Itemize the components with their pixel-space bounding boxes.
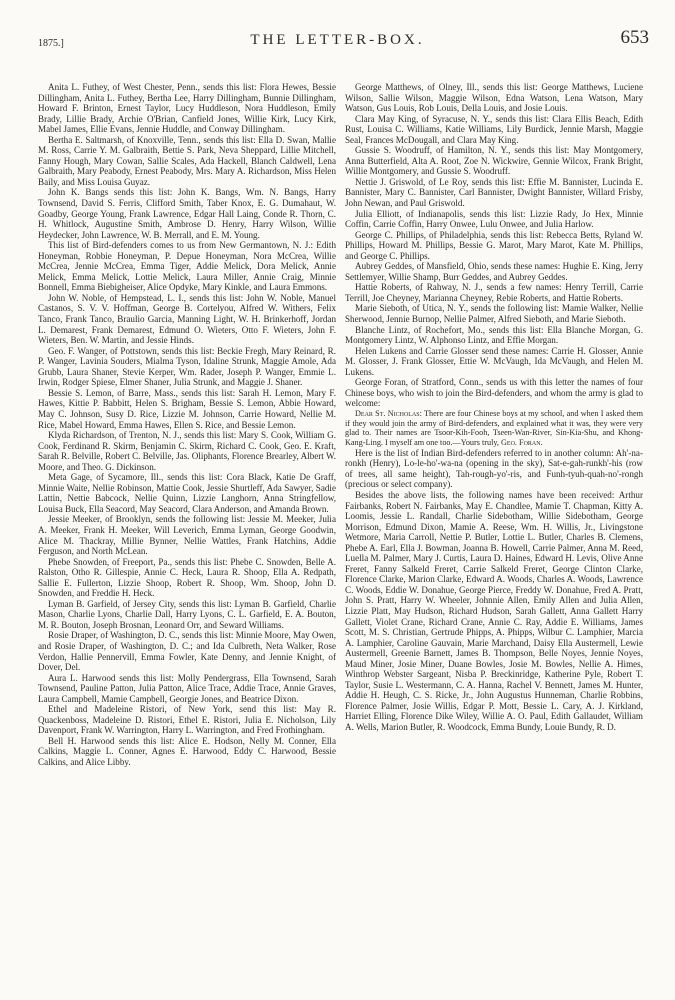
page-number: 653 [620, 27, 649, 48]
list-paragraph: Clara May King, of Syracuse, N. Y., sends this list: Clara Ellis Beach, Edith Rust, Louisa C. Williams, Katie Williams, Lily Burdick, Jennie Marsh, Maggie Seal, Frances McDougall, and Clara May King. [345, 113, 643, 145]
list-paragraph: Blanche Lintz, of Rochefort, Mo., sends this list: Ella Blanche Morgan, G. Montgomery Lintz, W. Alphonso Lintz, and Effie Morgan. [345, 324, 643, 346]
letter-body: There are four Chinese boys at my school, and when I asked them if they would join the army of Bird-defenders, and explained what it was, they were very glad to. Their names are Tsoor-Kih-Fooh, Tseen-Wan-River, Sin-Kia-Shu, and Khong-Kang-Ling. I myself am one too.—Yours truly, [345, 408, 643, 448]
left-column [38, 82, 336, 992]
list-paragraph: Gussie S. Woodruff, of Hamilton, N. Y., sends this list: May Montgomery, Anna Butterfield, Alta A. Root, Zoe N. Wickwire, Gennie Wilcox, Frank Bright, Willie Montgomery, and Gussie S. Woodruff. [345, 145, 643, 177]
list-paragraph: This list of Bird-defenders comes to us from New Germantown, N. J.: Edith Honeyman, Robbie Honeyman, P. Depue Honeyman, Nora McCrea, Willie McCrea, Jennie McCrea, Emma Tiger, Addie Melick, Dora Melick, Annie Melick, Emma Melick, Lottie Melick, Laura Miller, Annie Craig, Minnie Bonnell, Emma Biebigheiser, Alice Opdyke, Mary Kinkle, and Laura Emmons. [38, 240, 336, 293]
list-paragraph: Helen Lukens and Carrie Glosser send these names: Carrie H. Glosser, Annie M. Glosser, J. Frank Glosser, Ettie W. McVaugh, Ida McVaugh, and Helen M. Lukens. [345, 345, 643, 377]
list-paragraph: George Foran, of Stratford, Conn., sends us with this letter the names of four Chinese boys, who wish to join the Bird-defenders, and whom the army is glad to welcome: [345, 377, 643, 409]
quoted-letter [345, 409, 643, 448]
list-paragraph: George C. Phillips, of Philadelphia, sends this list: Rebecca Betts, Ryland W. Phillips, Howard M. Phillips, Bessie G. Marot, Mary Marot, Kate M. Phillips, and George C. Phillips. [345, 229, 643, 261]
list-paragraph: Here is the list of Indian Bird-defenders referred to in another column: Ah'-na-ronkh (Henry), Lo-le-ho'-wa-na (opening in the sky), Sat-e-gah-runkh'-his (row of trees, all same height), Tah-rough-yo'-ris, and Funh-tyuh-quah-no'-rongh (precious or select company). [345, 447, 643, 490]
list-paragraph: Rosie Draper, of Washington, D. C., sends this list: Minnie Moore, May Owen, and Rosie Draper, of Washington, D. C.; and Ida Culbreth, Neta Walker, Rose Verdon, Hallie Pennervill, Emma Fowler, Kate Denny, and Jennie Knight, of Dover, Del. [38, 630, 336, 673]
list-paragraph: Phebe Snowden, of Freeport, Pa., sends this list: Phebe C. Snowden, Belle A. Ralston, Otho R. Gillespie, Annie C. Heck, Laura R. Shoop, Ella A. Redpath, Sallie E. Fullerton, Lizzie Shoop, Robert R. Shoop, Wm. Shoop, John D. Snowden, and Freddie H. Heck. [38, 556, 336, 599]
list-paragraph: Jessie Meeker, of Brooklyn, sends the following list: Jessie M. Meeker, Julia A. Meeker, Frank H. Meeker, Will Leverich, Emma Lyman, George Goodwin, Alice M. Thackray, Millie Bynner, Nellie Wattles, Frank Hatchins, Addie Ferguson, and North McLean. [38, 514, 336, 557]
page-header [0, 0, 675, 60]
list-paragraph: John W. Noble, of Hempstead, L. I., sends this list: John W. Noble, Manuel Castanos, S. V. V. Hoffman, George B. Cortelyou, Alfred W. Withers, Felix Tanco, Frank Tanco, Braulio Garcia, Manning Light, W. H. Brinkerhoff, Jordan L. Demarest, Frank Demarest, Edmund O. Wieters, Otto F. Wieters, John F. Wieters, Ben. W. Martin, and Jessie Hinds. [38, 292, 336, 346]
list-paragraph: George Matthews, of Olney, Ill., sends this list: George Matthews, Luciene Wilson, Sallie Wilson, Maggie Wilson, Edna Watson, Lena Watson, Mary Watson, Gus Louis, Rob Louis, Della Louis, and Josie Louis. [345, 82, 643, 114]
right-column [345, 82, 643, 992]
list-paragraph: Hattie Roberts, of Rahway, N. J., sends a few names: Henry Terrill, Carrie Terrill, Joe Cheyney, Marianna Cheyney, Rebie Roberts, and Hattie Roberts. [345, 282, 643, 303]
list-paragraph: Anita L. Futhey, of West Chester, Penn., sends this list: Flora Hewes, Bessie Dillingham, Anita L. Futhey, Bertha Lee, Harry Dillingham, Bunnie Dillingham, Howard F. Brinton, Ernest Taylor, Lucy Huddleson, Nora Huddleson, Emily Brady, Lillie Brady, Archie O'Brian, Canfield Jones, Willie Kirk, Lucy Kirk, Mabel James, Ellie Evans, Jennie Huddle, and Conway Dillingham. [38, 82, 336, 135]
list-paragraph: Besides the above lists, the following names have been received: Arthur Fairbanks, Robert N. Fairbanks, May E. Chandlee, Mamie T. Chapman, Kitty A. Loomis, Jessie L. Randall, Charlie Sidebotham, Willie Sidebotham, George Morrison, Edmund Dixon, Mamie A. Reese, Wm. H. Willis, Jr., Livingstone Wetmore, Maria Carroll, Nettie P. Butler, Lottie L. Butler, Charles B. Clemens, Phebe A. Earl, Ella J. Bowman, Joanna B. Howell, Carrie Palmer, Anna M. Reed, Luella M. Palmer, Mary J. Curtis, Laura D. Haines, Edward H. Levis, Olive Anne Freret, Fanny Salkeld Freret, Carrie Salkeld Freret, George Clinton Clarke, Florence Clarke, Marion Clarke, Edward A. Woods, Charles A. Woods, Lawrence C. Woods, Eddie W. Donahue, George Pierce, Freddy W. Donahue, Fred A. Pratt, John S. Pratt, Harry W. Wheeler, Johnnie Allen, Emily Allen and Julia Allen, Lizzie Platt, May Hudson, Richard Hudson, Sarah Gallett, Anna Gallett Harry Gallett, Violet Crane, Richard Crane, Annie C. Ray, Addie E. Williams, James Scott, M. S. Christian, Gertrude Phipps, A. Phipps, Wilbur C. Lamphier, Marcia A. Lamphier, Caroline Gauvain, Marie Marchand, Daisy Ella Austermell, Lewie Austermell, Greenie Barnett, James B. Thompson, Belle Noyes, Jennie Noyes, Maud Miner, Josie Miner, Duane Bowles, Josie M. Bowles, Nellie A. Himes, Winthrop Webster Sargeant, Nisba P. Breckinridge, Katherine Pyle, Robert T. Taylor, Susie L. Westermann, C. A. Hanna, Rachel V. Bennett, James M. Hunter, Addie H. Heugh, C. S. Ricke, Jr., John Augustus Hunneman, Charlie Robbins, Florence Palmer, Josie Willis, Edgar P. Mott, Bessie L. Cary, A. J. Kirkland, Harriet Elling, Florence Dike Wiley, Willie A. O. Paul, Edith Gallaudet, William A. Wells, Marion Butler, R. Woodcock, Emma Bundy, Louie Bundy, R. D. [345, 489, 643, 732]
list-paragraph: Aubrey Geddes, of Mansfield, Ohio, sends these names: Hughie E. King, Jerry Settlemyer, Willie Shamp, Burr Geddes, and Aubrey Geddes. [345, 261, 643, 282]
issue-year: 1875.] [38, 38, 64, 49]
list-paragraph: Ethel and Madeleine Ristori, of New York, send this list: May R. Quackenboss, Madeleine D. Ristori, Ethel E. Ristori, Julia E. Nicholson, Lily Davenport, Frank W. Warrington, Harry L. Warrington, and Fred Frothingham. [38, 704, 336, 736]
list-paragraph: Julia Elliott, of Indianapolis, sends this list: Lizzie Rady, Jo Hex, Minnie Coffin, Carrie Coffin, Harry Onwee, Lulu Onwee, and Julia Harlow. [345, 208, 643, 230]
list-paragraph: John K. Bangs sends this list: John K. Bangs, Wm. N. Bangs, Harry Townsend, David S. Ferris, Clifford Smith, Taber Knox, E. G. Dumahaut, W. Goadby, George Young, Frank Lawrence, Edgar Hall Laing, Conde R. Thorn, C. H. Whitlock, Augustine Smith, Ambrose D. Henry, Harry Wilson, Willie Heydecker, John Lawrence, W. B. Merrall, and E. M. Young. [38, 187, 336, 240]
letter-salutation: Dear St. Nicholas: [355, 408, 422, 418]
list-paragraph: Bell H. Harwood sends this list: Alice E. Hodson, Nelly M. Conner, Ella Calkins, Maggie L. Conner, Agnes E. Harwood, Eddy C. Harwood, Bessie Calkins, and Alice Libby. [38, 735, 336, 767]
list-paragraph: Nettie J. Griswold, of Le Roy, sends this list: Effie M. Bannister, Lucinda E. Bannister, Mary C. Bannister, Carl Bannister, Dwight Bannister, Willard Frisby, John Newan, and Paul Griswold. [345, 176, 643, 209]
list-paragraph: Lyman B. Garfield, of Jersey City, sends this list: Lyman B. Garfield, Charlie Mason, Charlie Lyons, Charlie Dall, Harry Lyons, C. L. Garfield, E. A. Bouton, M. R. Bouton, Joseph Brosnan, Leonard Orr, and Seward Williams. [38, 598, 336, 630]
list-paragraph: Geo. F. Wanger, of Pottstown, sends this list: Beckie Fregh, Mary Reinard, R. P. Wanger, Lavinia Souders, Mialma Tyson, Idaline Strunk, Maggie Amole, Ada Grubb, Laura Shaner, Stevie Kerper, Wm. Rader, Joseph P. Wanger, Emmie L. Irwin, Rodger Spiese, Elmer Shaner, Julia Strunk, and Maggie J. Shaner. [38, 345, 336, 388]
list-paragraph: Bertha E. Saltmarsh, of Knoxville, Tenn., sends this list: Ella D. Swan, Mallie M. Ross, Carrie Y. M. Galbraith, Bettie S. Park, Neva Sheppard, Lillie Mitchell, Fanny Hough, Mary Cowan, Sallie Scales, Ada Hackell, Blanch Caldwell, Lena Galbraith, Mary Peabody, Ernest Peabody, Mrs. Mary A. Richardson, Miss Helen Baily, and Miss Louisa Guyaz. [38, 134, 336, 187]
letter-signature: Geo. Foran. [501, 438, 543, 448]
list-paragraph: Meta Gage, of Sycamore, Ill., sends this list: Cora Black, Katie De Graff, Minnie Waite, Nellie Robinson, Mattie Cook, Jessie Shurtleff, Ada Sawyer, Sadie Lattin, Nettie Babcock, Nellie Quinn, Lizzie Langhorn, Anna Stringfellow, Louisa Buck, Ella Seacord, May Seacord, Clara Anderson, and Amanda Brown. [38, 472, 336, 514]
section-title: THE LETTER-BOX. [250, 32, 425, 48]
list-paragraph: Bessie S. Lemon, of Barre, Mass., sends this list: Sarah H. Lemon, Mary F. Hawes, Kittie P. Babbitt, Helen S. Brigham, Bessie S. Lemon, Abbie Howard, May C. Johnson, Susy D. Rice, Lizzie M. Johnson, Carrie Howard, Nellie M. Rice, Mabel Howard, Emma Hawes, Ellen S. Rice, and Bessie Lemon. [38, 387, 336, 430]
list-paragraph: Klyda Richardson, of Trenton, N. J., sends this list: Mary S. Cook, William G. Cook, Ferdinand R. Skirm, Benjamin C. Skirm, Richard C. Cook, Geo. E. Kraft, Sarah R. Belville, Robert C. Belville, Jas. Oliphants, Florence Brearley, Albert W. Moore, and Theo. G. Dickinson. [38, 430, 336, 472]
list-paragraph: Aura L. Harwood sends this list: Molly Pendergrass, Ella Townsend, Sarah Townsend, Pauline Patton, Julia Patton, Alice Trace, Addie Trace, Annie Graves, Laura Campbell, Mamie Campbell, Georgie Jones, and Beatrice Dixon. [38, 672, 336, 704]
list-paragraph: Marie Sieboth, of Utica, N. Y., sends the following list: Mamie Walker, Nellie Sherwood, Jennie Burnop, Nellie Palmer, Alfred Sieboth, and Marie Sieboth. [345, 303, 643, 325]
